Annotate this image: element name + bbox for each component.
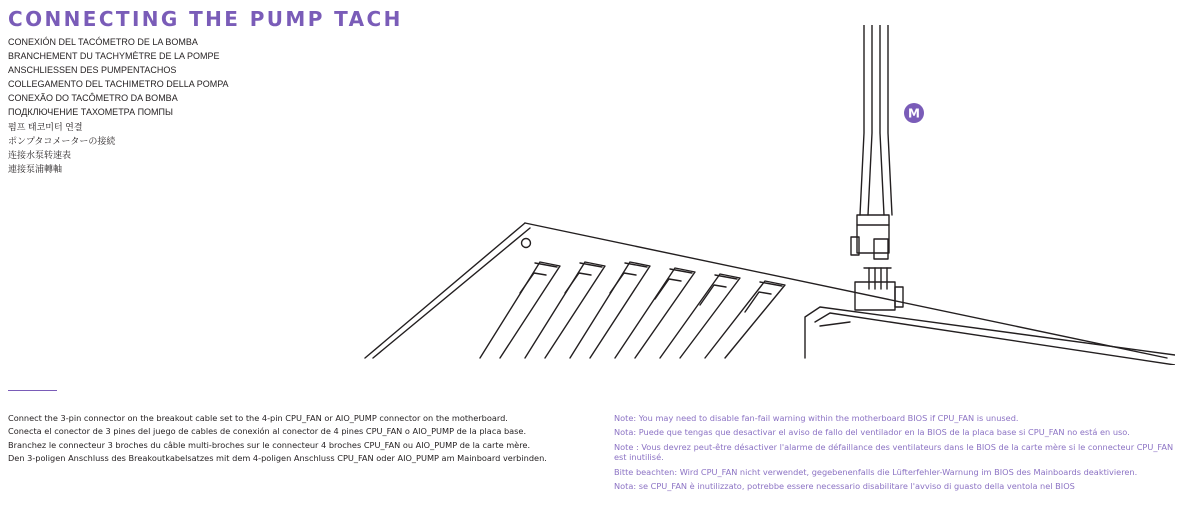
subtitle-de: ANSCHLIESSEN DES PUMPENTACHOS <box>8 65 177 76</box>
translated-titles <box>8 35 229 176</box>
expansion-slot <box>480 262 560 358</box>
breakout-cable <box>860 25 892 215</box>
four-pin-header <box>855 268 903 310</box>
notes <box>614 413 1174 495</box>
expansion-slot <box>615 268 695 358</box>
note-fr: Note : Vous devrez peut-être désactiver l'alarme de défaillance des ventilateurs dans le BIOS de la carte mère si le connecteur CPU_FAN est inutilisé. <box>614 441 1174 463</box>
expansion-slots <box>480 262 785 358</box>
pump-tach-diagram <box>360 25 1175 365</box>
note-en: Note: You may need to disable fan-fail warning within the motherboard BIOS if CPU_FAN is unused. <box>614 413 1019 423</box>
m-marker-label: M <box>908 106 920 121</box>
expansion-slot <box>705 281 785 358</box>
mounting-hole <box>522 239 531 248</box>
subtitle-ja: ポンプタコメーターの接続 <box>8 135 116 146</box>
page-title: CONNECTING THE PUMP TACH <box>8 7 403 31</box>
m-marker <box>904 103 924 123</box>
subtitle-zh-cn: 连接水泵转速表 <box>8 149 72 160</box>
instruction-es: Conecta el conector de 3 pines del juego de cables de conexión al conector de 4 pines CPU_FAN o AIO_PUMP de la placa base. <box>8 426 527 437</box>
expansion-slot <box>570 262 650 358</box>
instructions <box>8 413 553 467</box>
memory-slot-block <box>805 307 1175 365</box>
section-divider <box>8 390 57 391</box>
expansion-slot <box>660 274 740 358</box>
instruction-de: Den 3-poligen Anschluss des Breakoutkabelsatzes mit dem 4-poligen Anschluss CPU_FAN oder AIO_PUMP am Mainboard verbinden. <box>8 453 547 464</box>
subtitle-it: COLLEGAMENTO DEL TACHIMETRO DELLA POMPA <box>8 79 229 90</box>
instruction-fr: Branchez le connecteur 3 broches du câble multi-broches sur le connecteur 4 broches CPU_FAN ou AIO_PUMP de la carte mère. <box>8 439 531 450</box>
subtitle-ko: 펌프 태코미터 연결 <box>8 121 83 132</box>
subtitle-es: CONEXIÓN DEL TACÓMETRO DE LA BOMBA <box>8 37 198 47</box>
note-de: Bitte beachten: Wird CPU_FAN nicht verwendet, gegebenenfalls die Lüfterfehler-Warnung im BIOS des Mainboards deaktivieren. <box>614 466 1138 477</box>
subtitle-pt: CONEXÃO DO TACÔMETRO DA BOMBA <box>8 93 178 104</box>
note-es: Nota: Puede que tengas que desactivar el aviso de fallo del ventilador en la BIOS de la placa base si CPU_FAN no está en uso. <box>614 427 1130 438</box>
instruction-en: Connect the 3-pin connector on the breakout cable set to the 4-pin CPU_FAN or AIO_PUMP connector on the motherboard. <box>8 413 508 423</box>
subtitle-fr: BRANCHEMENT DU TACHYMÈTRE DE LA POMPE <box>8 51 220 62</box>
expansion-slot <box>525 262 605 358</box>
three-pin-connector <box>851 215 889 259</box>
note-it: Nota: se CPU_FAN è inutilizzato, potrebbe essere necessario disabilitare l'avviso di guasto della ventola nel BIOS <box>614 481 1075 492</box>
subtitle-zh-tw: 連接泵浦轉軸 <box>8 163 63 174</box>
subtitle-ru: ПОДКЛЮЧЕНИЕ ТАХОМЕТРА ПОМПЫ <box>8 107 173 118</box>
